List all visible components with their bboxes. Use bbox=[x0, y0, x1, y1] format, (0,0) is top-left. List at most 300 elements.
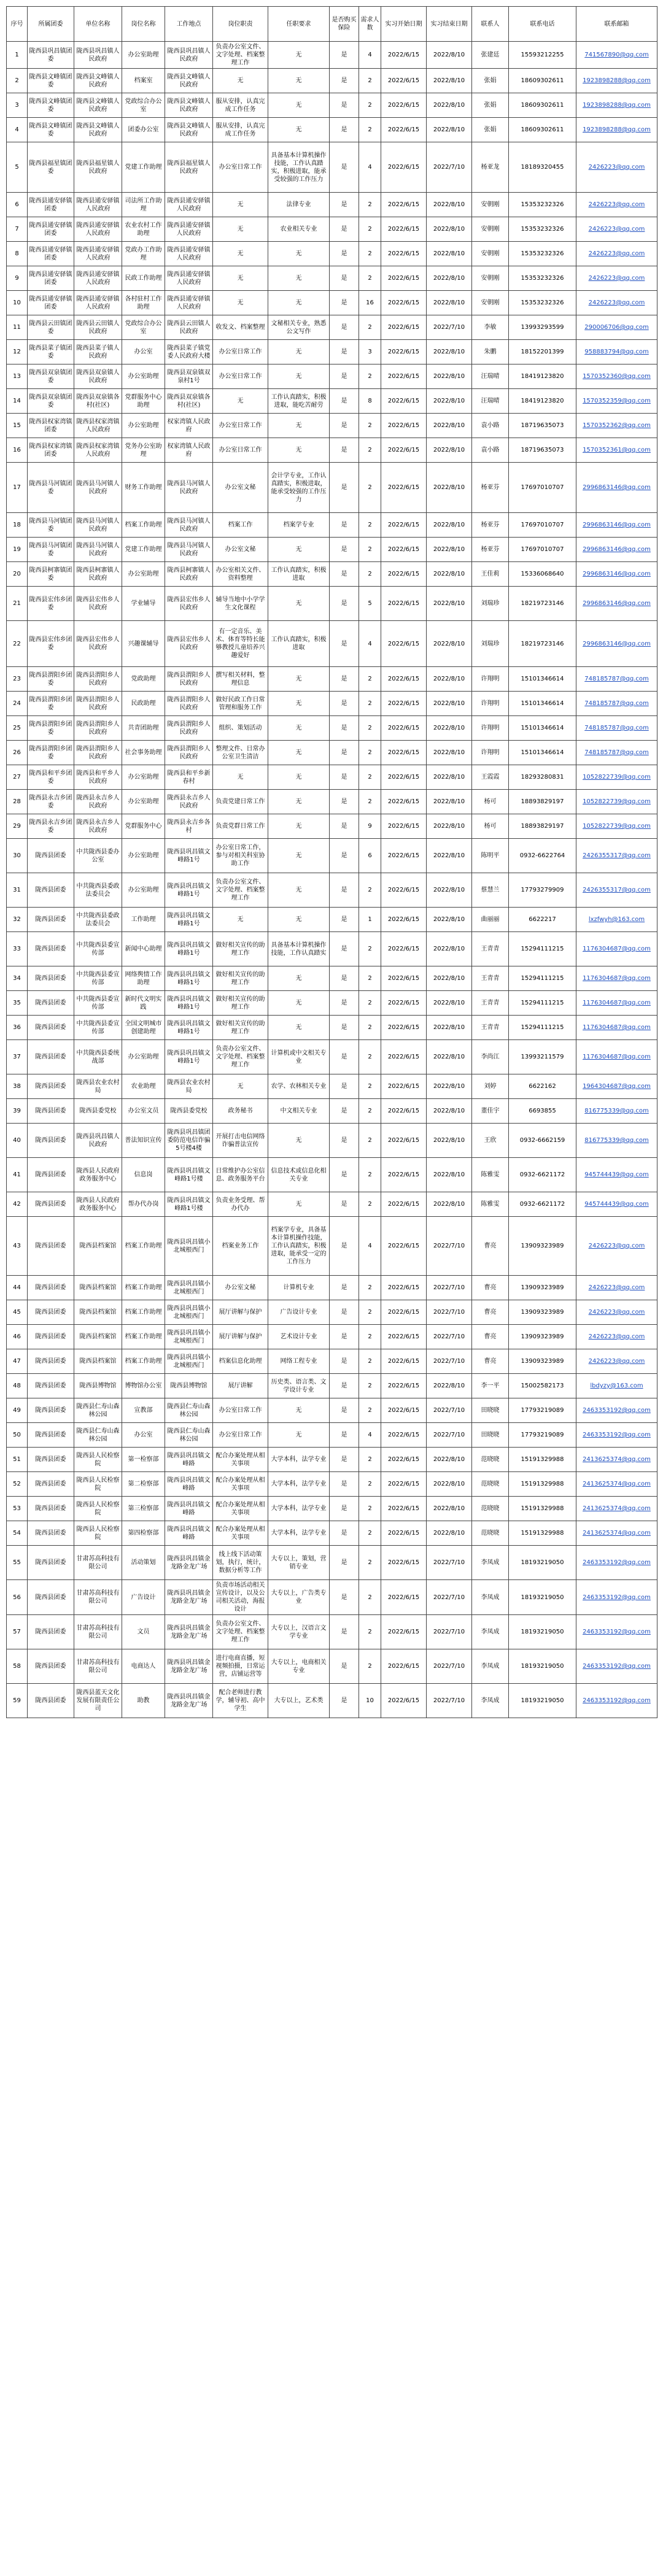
cell-col-insurance: 是 bbox=[330, 414, 359, 438]
cell-col-contact: 曹亮 bbox=[472, 1349, 509, 1374]
cell-col-phone: 18193219050 bbox=[509, 1580, 576, 1615]
cell-col-league: 陇西县通安驿镇团委 bbox=[28, 291, 74, 315]
cell-col-contact: 曹亮 bbox=[472, 1217, 509, 1276]
cell-col-location: 陇西县福星镇人民政府 bbox=[165, 142, 213, 193]
cell-col-location: 陇西县巩昌镇文峰路1号楼 bbox=[165, 1158, 213, 1192]
cell-col-email[interactable]: 2463353192@qq.com bbox=[576, 1398, 657, 1423]
table-row bbox=[7, 765, 657, 790]
cell-col-email[interactable]: 1923898288@qq.com bbox=[576, 118, 657, 142]
cell-col-unit: 陇西县博物馆 bbox=[74, 1374, 122, 1398]
cell-col-position: 网络舆情工作助理 bbox=[122, 966, 165, 991]
header-col-position: 岗位名称 bbox=[122, 7, 165, 42]
cell-col-email[interactable]: 945744439@qq.com bbox=[576, 1158, 657, 1192]
cell-col-position: 第三检察部 bbox=[122, 1497, 165, 1521]
cell-col-league: 陇西县通安驿镇团委 bbox=[28, 266, 74, 291]
cell-col-duty: 负责办公室文件、文字处理、档案整理工作 bbox=[213, 42, 268, 69]
cell-col-email[interactable]: 2426223@qq.com bbox=[576, 242, 657, 266]
cell-col-start-date: 2022/6/15 bbox=[381, 513, 427, 538]
cell-col-requirement: 无 bbox=[268, 291, 330, 315]
cell-col-unit: 陇西县权家湾镇人民政府 bbox=[74, 414, 122, 438]
cell-col-unit: 陇西县马河镇人民政府 bbox=[74, 463, 122, 513]
cell-col-insurance: 是 bbox=[330, 1423, 359, 1448]
header-col-location: 工作地点 bbox=[165, 7, 213, 42]
cell-col-insurance: 是 bbox=[330, 1546, 359, 1580]
table-row bbox=[7, 716, 657, 741]
cell-col-position: 财务工作助理 bbox=[122, 463, 165, 513]
header-row bbox=[7, 7, 657, 42]
cell-col-email[interactable]: 2426355317@qq.com bbox=[576, 839, 657, 873]
cell-col-contact: 许翔明 bbox=[472, 692, 509, 716]
cell-col-start-date: 2022/6/15 bbox=[381, 873, 427, 908]
cell-col-location: 陇西县文峰镇人民政府 bbox=[165, 69, 213, 93]
cell-col-requirement: 历史类、语言类、文学设计专业 bbox=[268, 1374, 330, 1398]
cell-col-index: 12 bbox=[7, 340, 28, 364]
cell-col-requirement: 无 bbox=[268, 814, 330, 839]
cell-col-email[interactable]: 1964304687@qq.com bbox=[576, 1074, 657, 1099]
cell-col-email[interactable]: 1923898288@qq.com bbox=[576, 69, 657, 93]
cell-col-unit: 陇西县永吉乡人民政府 bbox=[74, 814, 122, 839]
cell-col-email[interactable]: 2463353192@qq.com bbox=[576, 1649, 657, 1684]
cell-col-position: 档案室 bbox=[122, 69, 165, 93]
cell-col-position: 帮办代办岗 bbox=[122, 1192, 165, 1217]
cell-col-phone: 6622162 bbox=[509, 1074, 576, 1099]
cell-col-email[interactable]: 958883794@qq.com bbox=[576, 340, 657, 364]
cell-col-insurance: 是 bbox=[330, 291, 359, 315]
cell-col-insurance: 是 bbox=[330, 873, 359, 908]
cell-col-contact: 安朝刚 bbox=[472, 291, 509, 315]
cell-col-location: 陇西县文峰镇人民政府 bbox=[165, 93, 213, 118]
table-row bbox=[7, 340, 657, 364]
cell-col-start-date: 2022/6/15 bbox=[381, 814, 427, 839]
cell-col-count: 2 bbox=[359, 765, 381, 790]
cell-col-start-date: 2022/6/15 bbox=[381, 1124, 427, 1158]
cell-col-index: 25 bbox=[7, 716, 28, 741]
cell-col-location: 陇西县巩昌镇团委防范电信诈骗5号楼4楼 bbox=[165, 1124, 213, 1158]
cell-col-requirement: 大专以上，策划，营销专业 bbox=[268, 1546, 330, 1580]
cell-col-unit: 陇西县巩昌镇人民政府 bbox=[74, 1124, 122, 1158]
cell-col-email[interactable]: 2996863146@qq.com bbox=[576, 621, 657, 667]
cell-col-end-date: 2022/8/10 bbox=[427, 966, 472, 991]
cell-col-location: 陇西县柯寨镇人民政府 bbox=[165, 562, 213, 587]
cell-col-phone: 17793219089 bbox=[509, 1423, 576, 1448]
cell-col-league: 陇西县云田镇团委 bbox=[28, 315, 74, 340]
cell-col-count: 2 bbox=[359, 513, 381, 538]
cell-col-league: 陇西县权家湾镇团委 bbox=[28, 438, 74, 463]
cell-col-email[interactable]: 1176304687@qq.com bbox=[576, 1016, 657, 1040]
cell-col-end-date: 2022/8/10 bbox=[427, 69, 472, 93]
cell-col-requirement: 无 bbox=[268, 1192, 330, 1217]
cell-col-contact: 张娟 bbox=[472, 118, 509, 142]
cell-col-email[interactable]: 1052822739@qq.com bbox=[576, 814, 657, 839]
cell-col-start-date: 2022/6/15 bbox=[381, 193, 427, 217]
cell-col-insurance: 是 bbox=[330, 1217, 359, 1276]
cell-col-phone: 13909323989 bbox=[509, 1217, 576, 1276]
cell-col-insurance: 是 bbox=[330, 1472, 359, 1497]
cell-col-start-date: 2022/6/15 bbox=[381, 667, 427, 692]
cell-col-email[interactable]: 741567890@qq.com bbox=[576, 42, 657, 69]
cell-col-phone: 18193219050 bbox=[509, 1546, 576, 1580]
cell-col-count: 2 bbox=[359, 1521, 381, 1546]
cell-col-insurance: 是 bbox=[330, 1124, 359, 1158]
cell-col-email[interactable]: 2426223@qq.com bbox=[576, 1300, 657, 1325]
cell-col-insurance: 是 bbox=[330, 716, 359, 741]
cell-col-email[interactable]: 1176304687@qq.com bbox=[576, 1040, 657, 1074]
cell-col-duty: 有一定音乐、美术、体育等特长能够教授儿童培养兴趣爱好 bbox=[213, 621, 268, 667]
cell-col-league: 陇西县团委 bbox=[28, 1448, 74, 1472]
table-row bbox=[7, 1497, 657, 1521]
cell-col-email[interactable]: 1570352360@qq.com bbox=[576, 364, 657, 389]
cell-col-phone: 18152201399 bbox=[509, 340, 576, 364]
cell-col-email[interactable]: 2413625374@qq.com bbox=[576, 1521, 657, 1546]
header-col-start-date: 实习开始日期 bbox=[381, 7, 427, 42]
cell-col-email[interactable]: 2413625374@qq.com bbox=[576, 1497, 657, 1521]
cell-col-unit: 陇西县人民检察院 bbox=[74, 1521, 122, 1546]
table-row bbox=[7, 414, 657, 438]
cell-col-phone: 18719635073 bbox=[509, 438, 576, 463]
cell-col-requirement: 法律专业 bbox=[268, 193, 330, 217]
cell-col-email[interactable]: 748185787@qq.com bbox=[576, 692, 657, 716]
cell-col-insurance: 是 bbox=[330, 242, 359, 266]
cell-col-duty: 配合办案处理从相关事项 bbox=[213, 1521, 268, 1546]
cell-col-contact: 王霞霞 bbox=[472, 765, 509, 790]
cell-col-email[interactable]: lbdyzy@163.com bbox=[576, 1374, 657, 1398]
cell-col-email[interactable]: 816775339@qq.com bbox=[576, 1124, 657, 1158]
cell-col-position: 广告设计 bbox=[122, 1580, 165, 1615]
cell-col-count: 2 bbox=[359, 1580, 381, 1615]
cell-col-unit: 陇西县通安驿镇人民政府 bbox=[74, 217, 122, 242]
table-row bbox=[7, 1276, 657, 1300]
cell-col-index: 30 bbox=[7, 839, 28, 873]
cell-col-end-date: 2022/8/10 bbox=[427, 667, 472, 692]
cell-col-count: 2 bbox=[359, 1349, 381, 1374]
cell-col-requirement: 档案学专业，具备基本计算机操作技能，工作认真踏实，积极进取，能承受一定的工作压力 bbox=[268, 1217, 330, 1276]
cell-col-phone: 0932-6622764 bbox=[509, 839, 576, 873]
cell-col-location: 陇西县菜子镇党委人民政府大楼 bbox=[165, 340, 213, 364]
cell-col-end-date: 2022/7/10 bbox=[427, 315, 472, 340]
cell-col-start-date: 2022/6/15 bbox=[381, 364, 427, 389]
cell-col-email[interactable]: 2463353192@qq.com bbox=[576, 1423, 657, 1448]
table-wrapper bbox=[6, 6, 657, 1718]
cell-col-insurance: 是 bbox=[330, 790, 359, 814]
cell-col-phone: 18293280831 bbox=[509, 765, 576, 790]
cell-col-league: 陇西县通安驿镇团委 bbox=[28, 193, 74, 217]
cell-col-end-date: 2022/7/10 bbox=[427, 1300, 472, 1325]
cell-col-location: 陇西县博物馆 bbox=[165, 1374, 213, 1398]
cell-col-count: 2 bbox=[359, 217, 381, 242]
cell-col-index: 51 bbox=[7, 1448, 28, 1472]
cell-col-email[interactable]: 2426223@qq.com bbox=[576, 1325, 657, 1349]
cell-col-email[interactable]: 2996863146@qq.com bbox=[576, 513, 657, 538]
table-row bbox=[7, 667, 657, 692]
cell-col-league: 陇西县团委 bbox=[28, 908, 74, 932]
cell-col-duty: 无 bbox=[213, 217, 268, 242]
cell-col-insurance: 是 bbox=[330, 438, 359, 463]
cell-col-end-date: 2022/8/10 bbox=[427, 814, 472, 839]
cell-col-phone: 18189320455 bbox=[509, 142, 576, 193]
cell-col-email[interactable]: 1052822739@qq.com bbox=[576, 790, 657, 814]
cell-col-league: 陇西县团委 bbox=[28, 1497, 74, 1521]
cell-col-count: 2 bbox=[359, 1300, 381, 1325]
cell-col-start-date: 2022/6/15 bbox=[381, 966, 427, 991]
cell-col-email[interactable]: 1052822739@qq.com bbox=[576, 765, 657, 790]
cell-col-insurance: 是 bbox=[330, 1016, 359, 1040]
cell-col-email[interactable]: 2996863146@qq.com bbox=[576, 538, 657, 562]
table-row bbox=[7, 291, 657, 315]
table-row bbox=[7, 315, 657, 340]
cell-col-email[interactable]: 2426223@qq.com bbox=[576, 193, 657, 217]
cell-col-email[interactable]: 2413625374@qq.com bbox=[576, 1472, 657, 1497]
cell-col-location: 陇西县巩昌镇文峰路1号楼 bbox=[165, 1192, 213, 1217]
cell-col-unit: 陇西县双泉镇人民政府 bbox=[74, 364, 122, 389]
cell-col-email[interactable]: 1570352361@qq.com bbox=[576, 438, 657, 463]
cell-col-league: 陇西县福星镇团委 bbox=[28, 142, 74, 193]
cell-col-duty: 展厅讲解 bbox=[213, 1374, 268, 1398]
cell-col-league: 陇西县永吉乡团委 bbox=[28, 814, 74, 839]
cell-col-requirement: 无 bbox=[268, 340, 330, 364]
cell-col-unit: 陇西县通安驿镇人民政府 bbox=[74, 242, 122, 266]
cell-col-insurance: 是 bbox=[330, 1398, 359, 1423]
cell-col-contact: 汪瑞晴 bbox=[472, 389, 509, 414]
cell-col-email[interactable]: 1570352359@qq.com bbox=[576, 389, 657, 414]
cell-col-email[interactable]: 2426223@qq.com bbox=[576, 291, 657, 315]
cell-col-phone: 15294111215 bbox=[509, 966, 576, 991]
cell-col-insurance: 是 bbox=[330, 991, 359, 1016]
cell-col-count: 2 bbox=[359, 991, 381, 1016]
cell-col-count: 3 bbox=[359, 340, 381, 364]
cell-col-insurance: 是 bbox=[330, 315, 359, 340]
cell-col-duty: 无 bbox=[213, 266, 268, 291]
cell-col-email[interactable]: 2426223@qq.com bbox=[576, 1349, 657, 1374]
cell-col-position: 第四检察部 bbox=[122, 1521, 165, 1546]
cell-col-league: 陇西县文峰镇团委 bbox=[28, 93, 74, 118]
cell-col-count: 2 bbox=[359, 1016, 381, 1040]
cell-col-league: 陇西县团委 bbox=[28, 1300, 74, 1325]
cell-col-unit: 陇西县文峰镇人民政府 bbox=[74, 69, 122, 93]
cell-col-duty: 办公室日常工作 bbox=[213, 364, 268, 389]
cell-col-email[interactable]: 748185787@qq.com bbox=[576, 741, 657, 765]
cell-col-phone: 13909323989 bbox=[509, 1325, 576, 1349]
cell-col-requirement: 大专以上，艺术类 bbox=[268, 1684, 330, 1718]
cell-col-email[interactable]: 1176304687@qq.com bbox=[576, 991, 657, 1016]
cell-col-start-date: 2022/6/15 bbox=[381, 621, 427, 667]
cell-col-requirement: 无 bbox=[268, 1124, 330, 1158]
cell-col-email[interactable]: 2996863146@qq.com bbox=[576, 562, 657, 587]
cell-col-index: 23 bbox=[7, 667, 28, 692]
cell-col-location: 陇西县双泉镇各村(社区) bbox=[165, 389, 213, 414]
cell-col-unit: 陇西县蓝天文化发展有限责任公司 bbox=[74, 1684, 122, 1718]
cell-col-requirement: 无 bbox=[268, 266, 330, 291]
cell-col-unit: 陇西县宏伟乡人民政府 bbox=[74, 587, 122, 621]
cell-col-insurance: 是 bbox=[330, 1684, 359, 1718]
cell-col-insurance: 是 bbox=[330, 142, 359, 193]
cell-col-contact: 袁小路 bbox=[472, 414, 509, 438]
cell-col-duty: 负责市场活动相关宣传设计，以及公司相关活动，海报设计 bbox=[213, 1580, 268, 1615]
cell-col-duty: 负责党群日常工作 bbox=[213, 814, 268, 839]
cell-col-index: 50 bbox=[7, 1423, 28, 1448]
cell-col-requirement: 工作认真踏实，积极进取 bbox=[268, 562, 330, 587]
cell-col-index: 53 bbox=[7, 1497, 28, 1521]
cell-col-end-date: 2022/8/10 bbox=[427, 118, 472, 142]
cell-col-count: 2 bbox=[359, 1040, 381, 1074]
cell-col-league: 陇西县团委 bbox=[28, 1074, 74, 1099]
cell-col-count: 2 bbox=[359, 1398, 381, 1423]
cell-col-email[interactable]: 1923898288@qq.com bbox=[576, 93, 657, 118]
cell-col-position: 办公室 bbox=[122, 1423, 165, 1448]
cell-col-requirement: 无 bbox=[268, 242, 330, 266]
cell-col-start-date: 2022/6/15 bbox=[381, 1649, 427, 1684]
cell-col-contact: 杨可 bbox=[472, 814, 509, 839]
table-row bbox=[7, 1016, 657, 1040]
cell-col-requirement: 无 bbox=[268, 839, 330, 873]
table-row bbox=[7, 966, 657, 991]
cell-col-index: 20 bbox=[7, 562, 28, 587]
header-col-unit: 单位名称 bbox=[74, 7, 122, 42]
cell-col-email[interactable]: 2463353192@qq.com bbox=[576, 1615, 657, 1649]
cell-col-requirement: 广告设计专业 bbox=[268, 1300, 330, 1325]
cell-col-location: 陇西县巩昌镇小北城根西门 bbox=[165, 1276, 213, 1300]
cell-col-contact: 王佳莉 bbox=[472, 562, 509, 587]
cell-col-phone: 15002582173 bbox=[509, 1374, 576, 1398]
table-row bbox=[7, 93, 657, 118]
cell-col-contact: 许翔明 bbox=[472, 716, 509, 741]
cell-col-contact: 汪瑞晴 bbox=[472, 364, 509, 389]
cell-col-phone: 6693855 bbox=[509, 1099, 576, 1124]
cell-col-email[interactable]: 2426223@qq.com bbox=[576, 266, 657, 291]
cell-col-requirement: 计算机专业 bbox=[268, 1276, 330, 1300]
cell-col-email[interactable]: 2463353192@qq.com bbox=[576, 1684, 657, 1718]
cell-col-duty: 无 bbox=[213, 193, 268, 217]
cell-col-requirement: 无 bbox=[268, 118, 330, 142]
cell-col-league: 陇西县团委 bbox=[28, 1158, 74, 1192]
cell-col-location: 陇西县通安驿镇人民政府 bbox=[165, 266, 213, 291]
cell-col-index: 36 bbox=[7, 1016, 28, 1040]
cell-col-email[interactable]: 748185787@qq.com bbox=[576, 716, 657, 741]
cell-col-end-date: 2022/8/10 bbox=[427, 621, 472, 667]
cell-col-location: 陇西县巩昌镇文峰路 bbox=[165, 1521, 213, 1546]
cell-col-email[interactable]: 2426223@qq.com bbox=[576, 1217, 657, 1276]
cell-col-duty: 撰写相关材料，整理信息 bbox=[213, 667, 268, 692]
cell-col-count: 8 bbox=[359, 389, 381, 414]
cell-col-start-date: 2022/6/15 bbox=[381, 765, 427, 790]
cell-col-end-date: 2022/8/10 bbox=[427, 1124, 472, 1158]
cell-col-end-date: 2022/8/10 bbox=[427, 1192, 472, 1217]
cell-col-count: 2 bbox=[359, 1192, 381, 1217]
cell-col-position: 办公室文员 bbox=[122, 1099, 165, 1124]
table-row bbox=[7, 1448, 657, 1472]
cell-col-insurance: 是 bbox=[330, 562, 359, 587]
cell-col-unit: 陇西县权家湾镇人民政府 bbox=[74, 438, 122, 463]
cell-col-duty: 做好相关宣传的助理工作 bbox=[213, 1016, 268, 1040]
cell-col-email[interactable]: 816775339@qq.com bbox=[576, 1099, 657, 1124]
cell-col-email[interactable]: 2426223@qq.com bbox=[576, 1276, 657, 1300]
cell-col-email[interactable]: 2413625374@qq.com bbox=[576, 1448, 657, 1472]
cell-col-unit: 陇西县文峰镇人民政府 bbox=[74, 118, 122, 142]
cell-col-index: 7 bbox=[7, 217, 28, 242]
cell-col-location: 陇西县永吉乡人民政府 bbox=[165, 790, 213, 814]
cell-col-league: 陇西县渭阳乡团委 bbox=[28, 741, 74, 765]
cell-col-contact: 许翔明 bbox=[472, 667, 509, 692]
cell-col-index: 4 bbox=[7, 118, 28, 142]
cell-col-phone: 13909323989 bbox=[509, 1276, 576, 1300]
cell-col-email[interactable]: 290006706@qq.com bbox=[576, 315, 657, 340]
cell-col-index: 16 bbox=[7, 438, 28, 463]
cell-col-league: 陇西县团委 bbox=[28, 1649, 74, 1684]
cell-col-league: 陇西县团委 bbox=[28, 1423, 74, 1448]
cell-col-end-date: 2022/8/10 bbox=[427, 932, 472, 966]
cell-col-duty: 无 bbox=[213, 765, 268, 790]
cell-col-email[interactable]: 748185787@qq.com bbox=[576, 667, 657, 692]
cell-col-unit: 甘肃苏高科技有限公司 bbox=[74, 1546, 122, 1580]
cell-col-location: 陇西县通安驿镇人民政府 bbox=[165, 217, 213, 242]
cell-col-insurance: 是 bbox=[330, 364, 359, 389]
cell-col-email[interactable]: lxzfwyh@163.com bbox=[576, 908, 657, 932]
cell-col-requirement: 大专以上，电商相关专业 bbox=[268, 1649, 330, 1684]
cell-col-position: 档案工作助理 bbox=[122, 1300, 165, 1325]
cell-col-phone: 17697010707 bbox=[509, 463, 576, 513]
cell-col-duty: 负责业务受理、帮办代办 bbox=[213, 1192, 268, 1217]
cell-col-email[interactable]: 2463353192@qq.com bbox=[576, 1580, 657, 1615]
cell-col-email[interactable]: 2426355317@qq.com bbox=[576, 873, 657, 908]
cell-col-email[interactable]: 2463353192@qq.com bbox=[576, 1546, 657, 1580]
cell-col-end-date: 2022/8/10 bbox=[427, 93, 472, 118]
cell-col-location: 陇西县巩昌镇文峰路1号 bbox=[165, 991, 213, 1016]
cell-col-duty: 办公室相关文件、资料整理 bbox=[213, 562, 268, 587]
cell-col-contact: 李尚江 bbox=[472, 1040, 509, 1074]
cell-col-end-date: 2022/8/10 bbox=[427, 340, 472, 364]
cell-col-position: 博物馆办公室 bbox=[122, 1374, 165, 1398]
cell-col-start-date: 2022/6/15 bbox=[381, 1472, 427, 1497]
cell-col-email[interactable]: 945744439@qq.com bbox=[576, 1192, 657, 1217]
cell-col-requirement: 会计学专业，工作认真踏实，积极进取，能承受较强的工作压力 bbox=[268, 463, 330, 513]
header-col-duty: 岗位职责 bbox=[213, 7, 268, 42]
cell-col-position: 办公室助理 bbox=[122, 873, 165, 908]
cell-col-index: 31 bbox=[7, 873, 28, 908]
cell-col-count: 2 bbox=[359, 966, 381, 991]
cell-col-index: 48 bbox=[7, 1374, 28, 1398]
cell-col-index: 13 bbox=[7, 364, 28, 389]
cell-col-unit: 陇西县菜子镇人民政府 bbox=[74, 340, 122, 364]
cell-col-insurance: 是 bbox=[330, 587, 359, 621]
cell-col-requirement: 具备基本计算机操作技能，工作认真踏实 bbox=[268, 932, 330, 966]
cell-col-email[interactable]: 2426223@qq.com bbox=[576, 142, 657, 193]
cell-col-duty: 展厅讲解与保护 bbox=[213, 1300, 268, 1325]
cell-col-email[interactable]: 1570352362@qq.com bbox=[576, 414, 657, 438]
cell-col-requirement: 无 bbox=[268, 69, 330, 93]
cell-col-email[interactable]: 2996863146@qq.com bbox=[576, 463, 657, 513]
cell-col-contact: 王青青 bbox=[472, 991, 509, 1016]
cell-col-league: 陇西县和平乡团委 bbox=[28, 765, 74, 790]
cell-col-position: 民政工作助理 bbox=[122, 266, 165, 291]
cell-col-count: 2 bbox=[359, 1497, 381, 1521]
cell-col-phone: 18193219050 bbox=[509, 1684, 576, 1718]
cell-col-count: 2 bbox=[359, 667, 381, 692]
cell-col-email[interactable]: 2996863146@qq.com bbox=[576, 587, 657, 621]
cell-col-league: 陇西县通安驿镇团委 bbox=[28, 242, 74, 266]
cell-col-end-date: 2022/8/10 bbox=[427, 692, 472, 716]
internship-table bbox=[6, 6, 657, 1718]
cell-col-unit: 甘肃苏高科技有限公司 bbox=[74, 1649, 122, 1684]
cell-col-requirement: 无 bbox=[268, 1423, 330, 1448]
table-row bbox=[7, 217, 657, 242]
cell-col-email[interactable]: 2426223@qq.com bbox=[576, 217, 657, 242]
cell-col-start-date: 2022/6/15 bbox=[381, 266, 427, 291]
cell-col-end-date: 2022/8/10 bbox=[427, 513, 472, 538]
cell-col-count: 2 bbox=[359, 266, 381, 291]
cell-col-email[interactable]: 1176304687@qq.com bbox=[576, 966, 657, 991]
cell-col-email[interactable]: 1176304687@qq.com bbox=[576, 932, 657, 966]
cell-col-end-date: 2022/8/10 bbox=[427, 716, 472, 741]
cell-col-phone: 18219723146 bbox=[509, 587, 576, 621]
